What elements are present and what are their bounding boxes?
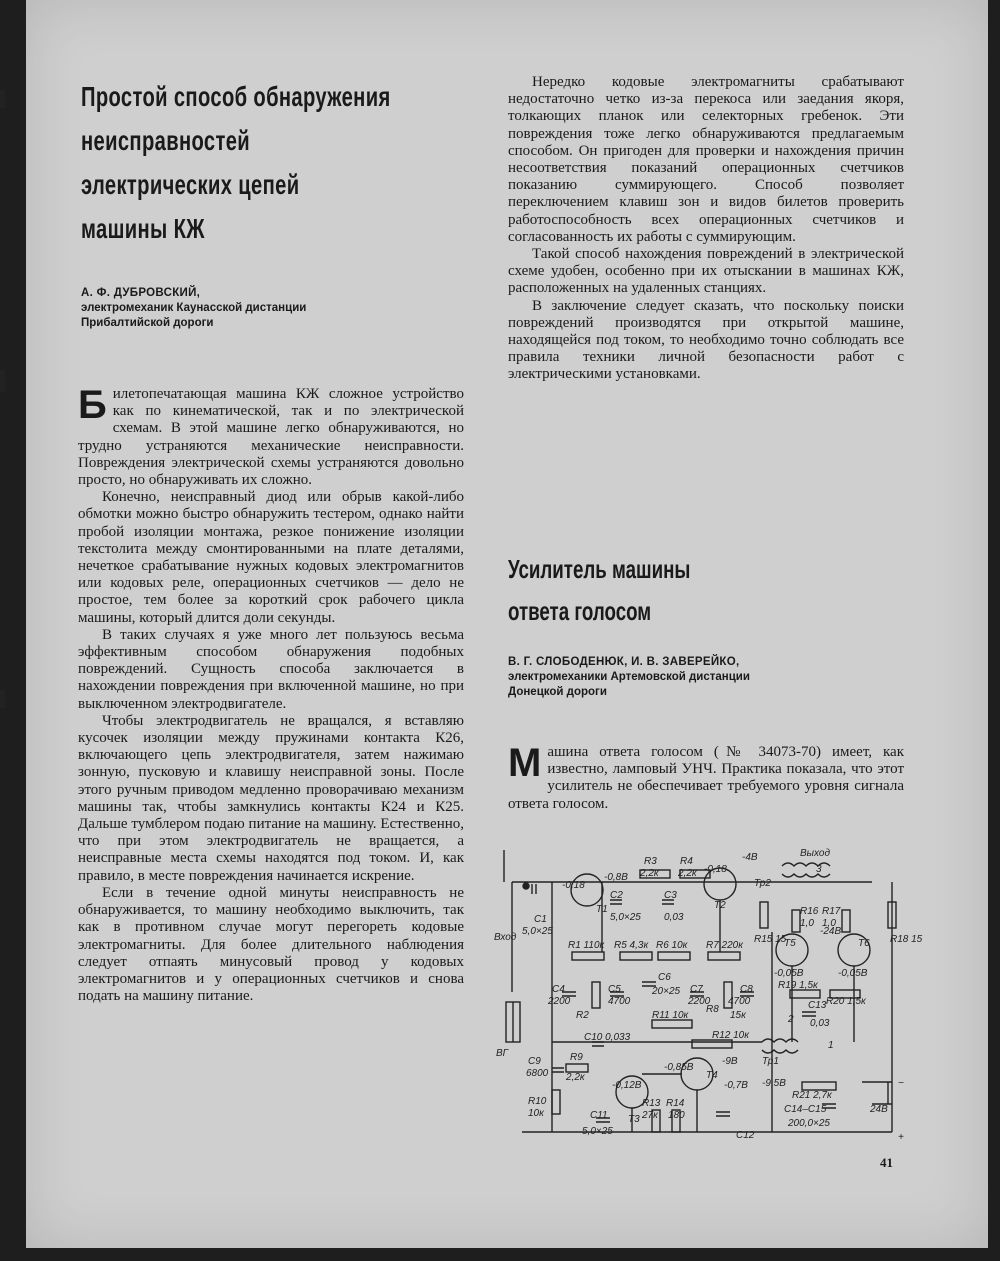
- schematic-label: -0,05В: [774, 968, 804, 979]
- resistor-r17: [842, 910, 850, 932]
- schematic-label: 5,0×25: [522, 926, 553, 937]
- article1-title-line: неисправностей: [81, 125, 251, 156]
- schematic-label: -4В: [742, 852, 758, 863]
- resistor-r21: [802, 1082, 836, 1090]
- schematic-label: R3: [644, 856, 657, 867]
- drop-cap: М: [508, 741, 542, 785]
- schematic-label: R14: [666, 1098, 685, 1109]
- schematic-label: +: [898, 1132, 904, 1143]
- resistor-r6: [658, 952, 690, 960]
- article2-title: [508, 548, 796, 632]
- schematic-label: Т3: [628, 1114, 640, 1125]
- schematic-label: R11 10к: [652, 1010, 689, 1021]
- schematic-label: Тр2: [754, 878, 771, 889]
- schematic-label: R12 10к: [712, 1030, 749, 1041]
- schematic-label: С5: [608, 984, 621, 995]
- schematic-label: 27к: [642, 1110, 658, 1121]
- schematic-label: С12: [736, 1130, 755, 1141]
- resistor-r12: [692, 1040, 732, 1048]
- schematic-label: R5 4,3к: [614, 940, 649, 951]
- schematic-label: С14–С15: [784, 1104, 827, 1115]
- author-role: электромеханик Каунасской дистанции: [81, 302, 307, 314]
- resistor-r9: [566, 1064, 588, 1072]
- schematic-label: R15 15: [754, 934, 787, 945]
- schematic-label: 0,03: [810, 1018, 830, 1029]
- schematic-label: -0,18: [704, 864, 727, 875]
- schematic-label: R10: [528, 1096, 547, 1107]
- author-role: Донецкой дороги: [508, 686, 607, 698]
- page-edge-mark: [0, 370, 5, 392]
- magazine-page: [26, 0, 988, 1248]
- schematic-label: R18 15: [890, 934, 923, 945]
- schematic-label: Т1: [596, 904, 608, 915]
- article2-title-line: ответа голосом: [508, 596, 652, 626]
- schematic-label: R13: [642, 1098, 661, 1109]
- paragraph: Такой способ нахождения повреждений в электрической схеме удобен, особенно при их отыскании в машинах КЖ, расположенных на удаленных станциях.: [508, 246, 904, 297]
- resistor-r1: [572, 952, 604, 960]
- schematic-label: С8: [740, 984, 753, 995]
- schematic-label: -0,12В: [612, 1080, 642, 1091]
- resistor-r16: [792, 910, 800, 932]
- article1-title: [81, 75, 455, 251]
- author-name: А. Ф. ДУБРОВСКИЙ,: [81, 287, 201, 299]
- schematic-label: R16: [800, 906, 819, 917]
- schematic-label: R8: [706, 1004, 719, 1015]
- schematic-label: 5,0×25: [610, 912, 641, 923]
- schematic-label: 4700: [608, 996, 631, 1007]
- schematic-label: 1: [828, 1040, 834, 1051]
- schematic-label: -0,18: [562, 880, 585, 891]
- paragraph: В заключение следует сказать, что поскольку поиски повреждений производятся при открытой машине, находящейся под током, то необходимо точно соблюдать все правила техники личной безопасности работ с электрическими установками.: [508, 297, 904, 383]
- schematic-label: С4: [552, 984, 565, 995]
- resistor-r10: [552, 1090, 560, 1114]
- schematic-label: Вход: [494, 932, 517, 943]
- schematic-label: Т6: [858, 938, 870, 949]
- schematic-label: С2: [610, 890, 623, 901]
- resistor-r7: [708, 952, 740, 960]
- schematic-label: R20 1,5к: [826, 996, 866, 1007]
- schematic-label: С7: [690, 984, 703, 995]
- schematic-label: R6 10к: [656, 940, 688, 951]
- schematic-label: 2200: [548, 996, 571, 1007]
- paragraph: Если в течение одной минуты неисправность не обнаруживается, то машину необходимо выключить, так как в противном случае могут перегореть кодовые электромагниты. Для более длительного наблюдения следует отпаять минусовый провод у кодовых электромагнитов и у операционных счетчиков и снова подать на машину питание.: [78, 884, 464, 1005]
- capacitor-c1: [532, 884, 536, 894]
- schematic-label: R1 110к: [568, 940, 605, 951]
- schematic-label: Тр1: [762, 1056, 779, 1067]
- article1-left-column: [78, 383, 464, 1005]
- paragraph: Конечно, неисправный диод или обрыв какой-либо обмотки можно быстро обнаружить тестером, однако найти пробой изоляции монтажа, резкое понижение изоляции текстолита между смонтированными на плате деталями, нечеткое срабатывание нужных кодовых электромагнитов или кодовых реле, операционных счетчиков — дело не простое, тем более за короткий срок рабочего цикла машины, который длится доли секунды.: [78, 489, 464, 626]
- input-terminal: [523, 883, 529, 889]
- amplifier-schematic: [492, 842, 923, 1152]
- schematic-label: −: [898, 1078, 904, 1089]
- page-number: 41: [880, 1155, 893, 1170]
- schematic-label: R4: [680, 856, 693, 867]
- article1-title-line: электрических цепей: [81, 169, 300, 200]
- schematic-label: R9: [570, 1052, 583, 1063]
- transformer-tr2: [782, 863, 830, 877]
- schematic-label: 0,03: [664, 912, 684, 923]
- resistor-r2: [592, 982, 600, 1008]
- schematic-label: R19 1,5к: [778, 980, 818, 991]
- schematic-label: -9В: [722, 1056, 738, 1067]
- paragraph: В таких случаях я уже много лет пользуюсь весьма эффективным способом обнаружения подобных повреждений. Сущность способа заключается в нахождении повреждения при включенной машине, но при выключенном электродвигателе.: [78, 626, 464, 712]
- schematic-label: 2,2к: [678, 868, 697, 879]
- schematic-label: 6800: [526, 1068, 549, 1079]
- schematic-label: С6: [658, 972, 671, 983]
- schematic-label: -0,7В: [724, 1080, 748, 1091]
- schematic-label: 2,2к: [640, 868, 659, 879]
- schematic-label: Т2: [714, 900, 726, 911]
- schematic-label: -0,05В: [838, 968, 868, 979]
- schematic-label: R2: [576, 1010, 589, 1021]
- resistor-r15: [760, 902, 768, 928]
- schematic-label: 10к: [528, 1108, 544, 1119]
- schematic-label: 2200: [688, 996, 711, 1007]
- article2-title-line: Усилитель машины: [508, 554, 691, 584]
- article2-text: [508, 741, 904, 813]
- schematic-label: R17: [822, 906, 841, 917]
- schematic-label: 180: [668, 1110, 685, 1121]
- schematic-label: С13: [808, 1000, 827, 1011]
- schematic-label: 24В: [870, 1104, 888, 1115]
- capacitor-c12: [716, 1112, 730, 1116]
- resistor-r19: [790, 990, 820, 998]
- schematic-label: С9: [528, 1056, 541, 1067]
- article1-title-line: машины КЖ: [81, 213, 205, 244]
- schematic-label: Т4: [706, 1070, 718, 1081]
- paragraph: Чтобы электродвигатель не вращался, я вставляю кусочек изоляции между пружинами контакта К26, включающего цепь электродвигателя, затем нажимаю зонную, пусковую и клавишу неисправной зоны. После этого ручным приводом медленно проворачиваю механизм машины так, чтобы замкнулись контакты К24 и К25. Дальше тумблером подаю питание на машину. Естественно, что при этом электродвигатель не вращается, а неисправные места схемы находятся под током. И, как правило, в месте повреждения начинается искрение.: [78, 712, 464, 884]
- schematic-label: 1,0: [822, 918, 836, 929]
- page-edge-mark: [0, 90, 5, 108]
- article1-title-line: Простой способ обнаружения: [81, 81, 391, 112]
- schematic-label: 5,0×25: [582, 1126, 613, 1137]
- resistor-r5: [620, 952, 652, 960]
- schematic-label: -0,85В: [664, 1062, 694, 1073]
- schematic-label: С1: [534, 914, 547, 925]
- schematic-label: С11: [590, 1110, 608, 1121]
- schematic-label: 20×25: [652, 986, 681, 997]
- schematic-label: 3: [816, 864, 822, 875]
- wire: [602, 882, 892, 1132]
- schematic-label: -0,8В: [604, 872, 628, 883]
- schematic-label: 4700: [728, 996, 751, 1007]
- schematic-label: С3: [664, 890, 677, 901]
- schematic-label: 2,2к: [566, 1072, 585, 1083]
- paragraph: Билетопечатающая машина КЖ сложное устройство как по кинематической, так и по электрической схемам. В этой машине легко обнаруживаются, но трудно устраняются механические неисправности. Повреждения электрической схемы устраняются довольно просто, но обнаруживать их сложно.: [78, 383, 464, 489]
- schematic-label: 2: [788, 1014, 794, 1025]
- author-role: Прибалтийской дороги: [81, 317, 214, 329]
- schematic-label: -24В: [820, 926, 842, 937]
- capacitor-c9: [552, 1068, 564, 1072]
- author-name: В. Г. СЛОБОДЕНЮК, И. В. ЗАВЕРЕЙКО,: [508, 656, 740, 668]
- article2-author: [508, 655, 750, 700]
- author-role: электромеханики Артемовской дистанции: [508, 671, 750, 683]
- schematic-label: ВГ: [496, 1048, 509, 1059]
- schematic-label: Т5: [784, 938, 796, 949]
- schematic-label: Выход: [800, 848, 831, 859]
- schematic-label: С10 0,033: [584, 1032, 631, 1043]
- drop-cap: Б: [78, 383, 107, 427]
- schematic-label: 15к: [730, 1010, 746, 1021]
- schematic-label: 200,0×25: [788, 1118, 830, 1129]
- article1-right-column: [508, 74, 904, 384]
- resistor-r11: [652, 1020, 692, 1028]
- article1-author: [81, 286, 306, 331]
- paragraph: Машина ответа голосом (№ 34073-70) имеет, как известно, ламповый УНЧ. Практика показала, что этот усилитель не обеспечивает требуемого уровня сигнала ответа голосом.: [508, 741, 904, 812]
- schematic-label: 1,0: [800, 918, 814, 929]
- capacitor-c13: [802, 1012, 816, 1016]
- schematic-label: R21 2,7к: [792, 1090, 832, 1101]
- paragraph: Нередко кодовые электромагниты срабатывают недостаточно четко из-за перекоса или заедания якоря, толкающих планок или селекторных гребенок. Эти повреждения тоже легко обнаруживаются предлагаемым способом. Он пригоден для проверки и нахождения причин несоответствия показаний операционных счетчиков показанию суммирующего. Способ позволяет переключением клавиш зон и видов билетов проверить работоспособность всех операционных счетчиков и согласованность их работы с суммирующим.: [508, 74, 904, 245]
- schematic-label: -9,5В: [762, 1078, 786, 1089]
- page-edge-mark: [0, 690, 5, 708]
- schematic-label: R7 220к: [706, 940, 743, 951]
- wire: [552, 1042, 892, 1104]
